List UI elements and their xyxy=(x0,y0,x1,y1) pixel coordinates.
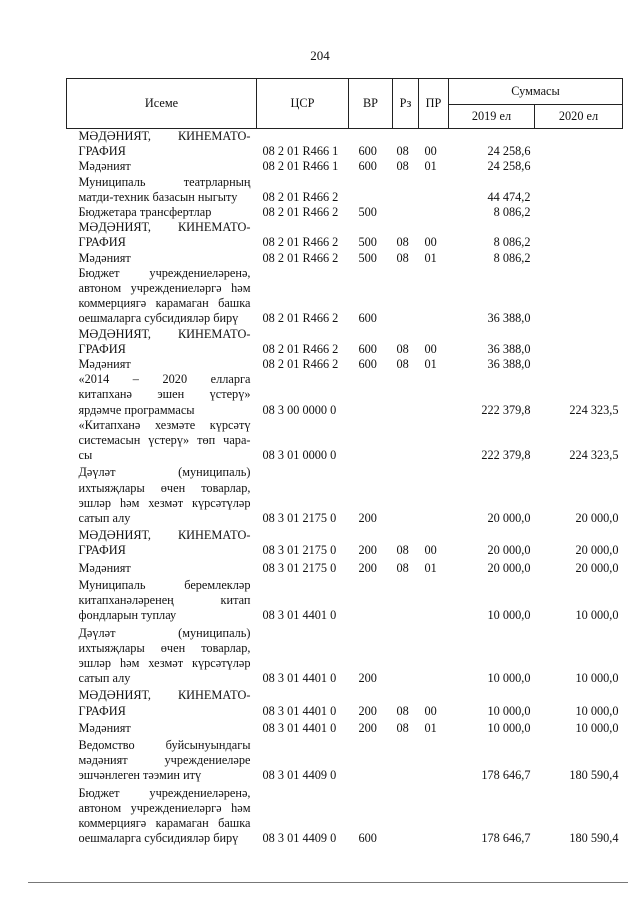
table-row xyxy=(67,266,623,327)
row-csr: 08 3 01 2175 0 xyxy=(262,511,337,526)
row-vr xyxy=(349,736,393,784)
row-sum-2019: 44 474,2 xyxy=(487,189,531,204)
table-row xyxy=(67,463,623,526)
row-name-line: оешмаларга субсидияләр бирү xyxy=(78,311,239,326)
row-vr: 200 xyxy=(358,543,377,558)
row-name-line: эшләр һәм хезмәт күрсәтүләр xyxy=(78,495,251,510)
row-name-line: системасын үстерү» төп чара- xyxy=(78,433,251,448)
row-rz: 08 xyxy=(396,250,409,265)
row-name xyxy=(67,686,257,718)
row-name xyxy=(67,784,257,847)
row-pr xyxy=(419,205,449,220)
table-row xyxy=(67,129,623,160)
row-rz xyxy=(393,205,419,220)
row-name-line: Ведомство буйсынуындагы xyxy=(78,737,251,752)
row-rz xyxy=(393,463,419,526)
row-sum-2020: 10 000,0 xyxy=(575,703,619,718)
row-csr: 08 2 01 R466 1 xyxy=(262,144,339,159)
row-sum-2020 xyxy=(535,175,623,205)
row-pr xyxy=(419,736,449,784)
row-pr xyxy=(419,576,449,624)
row-rz xyxy=(393,266,419,327)
row-csr: 08 3 01 4409 0 xyxy=(262,831,337,846)
row-name xyxy=(67,159,257,174)
row-vr: 500 xyxy=(358,205,377,220)
table-row xyxy=(67,175,623,205)
table-row xyxy=(67,220,623,250)
row-rz xyxy=(393,418,419,464)
row-name-line: ярдәмче программасы xyxy=(78,402,195,417)
row-name xyxy=(67,251,257,266)
row-name-line: ГРАФИЯ xyxy=(78,341,126,356)
row-sum-2019: 20 000,0 xyxy=(487,543,531,558)
row-sum-2019: 10 000,0 xyxy=(487,671,531,686)
row-sum-2020: 10 000,0 xyxy=(575,608,619,623)
row-name xyxy=(67,266,257,327)
row-csr: 08 3 01 4401 0 xyxy=(262,608,337,623)
row-name-line: Муниципаль беремлекләр xyxy=(78,577,251,592)
row-name-line: матди-техник базасын ныгыту xyxy=(78,189,238,204)
row-rz: 08 xyxy=(396,144,409,159)
row-csr: 08 3 01 4401 0 xyxy=(262,671,337,686)
row-csr: 08 3 01 2175 0 xyxy=(262,560,337,575)
row-name-line: ГРАФИЯ xyxy=(78,235,126,250)
row-name-line: Дәүләт (муниципаль) xyxy=(78,625,251,640)
budget-table xyxy=(66,78,623,846)
row-rz: 08 xyxy=(396,560,409,575)
row-vr: 200 xyxy=(358,560,377,575)
row-rz: 08 xyxy=(396,543,409,558)
row-pr: 00 xyxy=(424,144,437,159)
row-name xyxy=(67,624,257,687)
row-csr: 08 2 01 R466 2 xyxy=(262,311,339,326)
row-rz: 08 xyxy=(396,720,409,735)
table-row xyxy=(67,418,623,464)
table-row xyxy=(67,624,623,687)
row-csr: 08 2 01 R466 2 xyxy=(262,250,339,265)
row-name-line: Мәдәният xyxy=(78,357,131,372)
table-row xyxy=(67,159,623,174)
header-csr: ЦСР xyxy=(257,79,349,129)
row-name-line: Дәүләт (муниципаль) xyxy=(78,465,251,480)
row-pr: 00 xyxy=(424,341,437,356)
row-sum-2019: 222 379,8 xyxy=(481,448,531,463)
row-sum-2020: 20 000,0 xyxy=(575,560,619,575)
row-name-line: эшчәнлеген тәэмин итү xyxy=(78,768,202,783)
row-sum-2019: 36 388,0 xyxy=(487,311,531,326)
row-pr: 01 xyxy=(424,159,437,174)
row-sum-2020 xyxy=(535,220,623,250)
row-vr: 600 xyxy=(358,159,377,174)
row-sum-2019: 20 000,0 xyxy=(487,560,531,575)
table-row xyxy=(67,327,623,357)
row-name-line: МӘДӘНИЯТ, КИНЕМАТО- xyxy=(78,688,251,703)
row-name-line: «Китапханә хезмәте күрсәтү xyxy=(78,417,251,432)
row-name xyxy=(67,463,257,526)
table-body xyxy=(67,129,623,847)
row-name xyxy=(67,719,257,736)
table-row xyxy=(67,736,623,784)
row-rz: 08 xyxy=(396,703,409,718)
row-sum-2019: 178 646,7 xyxy=(481,831,531,846)
row-csr: 08 2 01 R466 2 xyxy=(262,189,339,204)
row-vr: 600 xyxy=(358,831,377,846)
page-number: 204 xyxy=(310,48,330,63)
row-pr: 01 xyxy=(424,250,437,265)
row-name-line: коммерциягә карамаган башка xyxy=(78,296,251,311)
row-name-line: МӘДӘНИЯТ, КИНЕМАТО- xyxy=(78,326,251,341)
row-sum-2019: 178 646,7 xyxy=(481,768,531,783)
row-sum-2019: 36 388,0 xyxy=(487,357,531,372)
row-vr xyxy=(349,175,393,205)
row-name xyxy=(67,129,257,160)
row-name-line: фондларын туплау xyxy=(78,608,177,623)
row-csr: 08 3 00 0000 0 xyxy=(262,402,337,417)
row-vr xyxy=(349,576,393,624)
row-csr: 08 2 01 R466 1 xyxy=(262,159,339,174)
row-sum-2020: 224 323,5 xyxy=(569,402,619,417)
row-csr: 08 3 01 4409 0 xyxy=(262,768,337,783)
row-vr: 600 xyxy=(358,341,377,356)
row-name xyxy=(67,327,257,357)
row-sum-2020 xyxy=(535,159,623,174)
row-pr: 00 xyxy=(424,543,437,558)
table-row xyxy=(67,205,623,220)
header-sums: Суммасы xyxy=(449,79,623,105)
row-pr: 01 xyxy=(424,560,437,575)
row-sum-2020 xyxy=(535,357,623,372)
row-name-line: ГРАФИЯ xyxy=(78,703,126,718)
row-sum-2019: 10 000,0 xyxy=(487,703,531,718)
row-vr: 600 xyxy=(358,311,377,326)
row-name-line: мәдәният учреждениеләре xyxy=(78,753,251,768)
row-sum-2019: 24 258,6 xyxy=(487,159,531,174)
footer-divider xyxy=(28,882,628,883)
row-rz: 08 xyxy=(396,357,409,372)
row-name-line: МӘДӘНИЯТ, КИНЕМАТО- xyxy=(78,129,251,143)
table-row xyxy=(67,526,623,558)
row-rz xyxy=(393,372,419,418)
row-name-line: Бюджетара трансфертлар xyxy=(78,205,212,220)
row-sum-2020: 20 000,0 xyxy=(575,543,619,558)
row-vr: 200 xyxy=(358,671,377,686)
row-sum-2019: 10 000,0 xyxy=(487,608,531,623)
row-name-line: МӘДӘНИЯТ, КИНЕМАТО- xyxy=(78,220,251,235)
row-sum-2019: 36 388,0 xyxy=(487,341,531,356)
row-vr: 600 xyxy=(358,357,377,372)
row-csr: 08 2 01 R466 2 xyxy=(262,235,339,250)
row-pr xyxy=(419,624,449,687)
row-csr: 08 3 01 2175 0 xyxy=(262,543,337,558)
row-sum-2019: 24 258,6 xyxy=(487,144,531,159)
row-rz: 08 xyxy=(396,159,409,174)
header-2019: 2019 ел xyxy=(449,105,535,129)
row-pr xyxy=(419,266,449,327)
row-name-line: коммерциягә карамаган башка xyxy=(78,815,251,830)
row-name xyxy=(67,220,257,250)
row-pr xyxy=(419,175,449,205)
row-vr: 600 xyxy=(358,144,377,159)
row-vr: 500 xyxy=(358,250,377,265)
table-row xyxy=(67,251,623,266)
row-sum-2020: 20 000,0 xyxy=(575,511,619,526)
table-row xyxy=(67,576,623,624)
table-row xyxy=(67,372,623,418)
row-name xyxy=(67,372,257,418)
row-sum-2020 xyxy=(535,251,623,266)
row-sum-2019: 8 086,2 xyxy=(493,235,531,250)
row-name-line: ГРАФИЯ xyxy=(78,543,126,558)
row-vr: 200 xyxy=(358,511,377,526)
row-csr: 08 3 01 4401 0 xyxy=(262,720,337,735)
row-name-line: сатып алу xyxy=(78,511,131,526)
row-vr: 200 xyxy=(358,703,377,718)
row-sum-2020: 224 323,5 xyxy=(569,448,619,463)
header-rz: Рз xyxy=(393,79,419,129)
row-pr: 01 xyxy=(424,720,437,735)
row-name-line: сы xyxy=(78,448,93,463)
row-rz xyxy=(393,624,419,687)
row-csr: 08 3 01 4401 0 xyxy=(262,703,337,718)
header-vr: ВР xyxy=(349,79,393,129)
row-pr xyxy=(419,372,449,418)
row-name-line: МӘДӘНИЯТ, КИНЕМАТО- xyxy=(78,528,251,543)
row-name-line: эшләр һәм хезмәт күрсәтүләр xyxy=(78,655,251,670)
row-sum-2019: 20 000,0 xyxy=(487,511,531,526)
row-rz: 08 xyxy=(396,235,409,250)
table-row xyxy=(67,357,623,372)
row-name-line: Мәдәният xyxy=(78,159,131,174)
row-name-line: китапханәләренең китап xyxy=(78,593,251,608)
row-name-line: ГРАФИЯ xyxy=(78,144,126,159)
row-sum-2020: 10 000,0 xyxy=(575,671,619,686)
row-pr xyxy=(419,418,449,464)
row-csr: 08 2 01 R466 2 xyxy=(262,357,339,372)
row-name-line: Бюджет учреждениеләренә, xyxy=(78,785,251,800)
row-sum-2019: 222 379,8 xyxy=(481,402,531,417)
row-vr xyxy=(349,372,393,418)
row-pr xyxy=(419,784,449,847)
row-pr: 00 xyxy=(424,235,437,250)
row-sum-2019: 10 000,0 xyxy=(487,720,531,735)
row-name-line: ихтыяҗлары өчен товарлар, xyxy=(78,480,251,495)
row-vr: 200 xyxy=(358,720,377,735)
row-sum-2019: 8 086,2 xyxy=(493,205,531,220)
row-name-line: ихтыяҗлары өчен товарлар, xyxy=(78,640,251,655)
row-name xyxy=(67,175,257,205)
row-name xyxy=(67,205,257,220)
header-name: Исеме xyxy=(67,79,257,129)
row-csr: 08 3 01 0000 0 xyxy=(262,448,337,463)
row-pr xyxy=(419,463,449,526)
row-sum-2020 xyxy=(535,129,623,160)
row-name-line: Мәдәният xyxy=(78,720,131,735)
row-rz xyxy=(393,784,419,847)
row-rz xyxy=(393,736,419,784)
row-rz xyxy=(393,175,419,205)
row-vr xyxy=(349,418,393,464)
row-sum-2020 xyxy=(535,327,623,357)
table-row xyxy=(67,784,623,847)
row-name-line: автоном учреждениеләргә һәм xyxy=(78,800,251,815)
header-pr: ПР xyxy=(419,79,449,129)
row-rz xyxy=(393,576,419,624)
row-name xyxy=(67,357,257,372)
row-rz: 08 xyxy=(396,341,409,356)
row-name-line: Бюджет учреждениеләренә, xyxy=(78,265,251,280)
row-vr: 500 xyxy=(358,235,377,250)
row-pr: 01 xyxy=(424,357,437,372)
row-sum-2020: 180 590,4 xyxy=(569,831,619,846)
row-name-line: автоном учреждениеләргә һәм xyxy=(78,281,251,296)
row-name-line: китапханә эшен үстерү» xyxy=(78,387,251,402)
row-csr: 08 2 01 R466 2 xyxy=(262,205,339,220)
row-name-line: оешмаларга субсидияләр бирү xyxy=(78,831,239,846)
row-name xyxy=(67,559,257,576)
row-sum-2020 xyxy=(535,266,623,327)
row-name xyxy=(67,736,257,784)
header-2020: 2020 ел xyxy=(535,105,623,129)
table-row xyxy=(67,719,623,736)
table-header xyxy=(67,79,623,129)
row-name-line: «2014 – 2020 елларга xyxy=(78,372,251,387)
row-name xyxy=(67,576,257,624)
table-row xyxy=(67,686,623,718)
row-name xyxy=(67,418,257,464)
row-sum-2020: 180 590,4 xyxy=(569,768,619,783)
row-name-line: Мәдәният xyxy=(78,560,131,575)
row-name-line: сатып алу xyxy=(78,671,131,686)
row-sum-2020 xyxy=(535,205,623,220)
row-sum-2020: 10 000,0 xyxy=(575,720,619,735)
row-pr: 00 xyxy=(424,703,437,718)
row-name-line: Муниципаль театрларның xyxy=(78,174,251,189)
table-row xyxy=(67,559,623,576)
row-name-line: Мәдәният xyxy=(78,250,131,265)
row-name xyxy=(67,526,257,558)
row-csr: 08 2 01 R466 2 xyxy=(262,341,339,356)
row-sum-2019: 8 086,2 xyxy=(493,250,531,265)
